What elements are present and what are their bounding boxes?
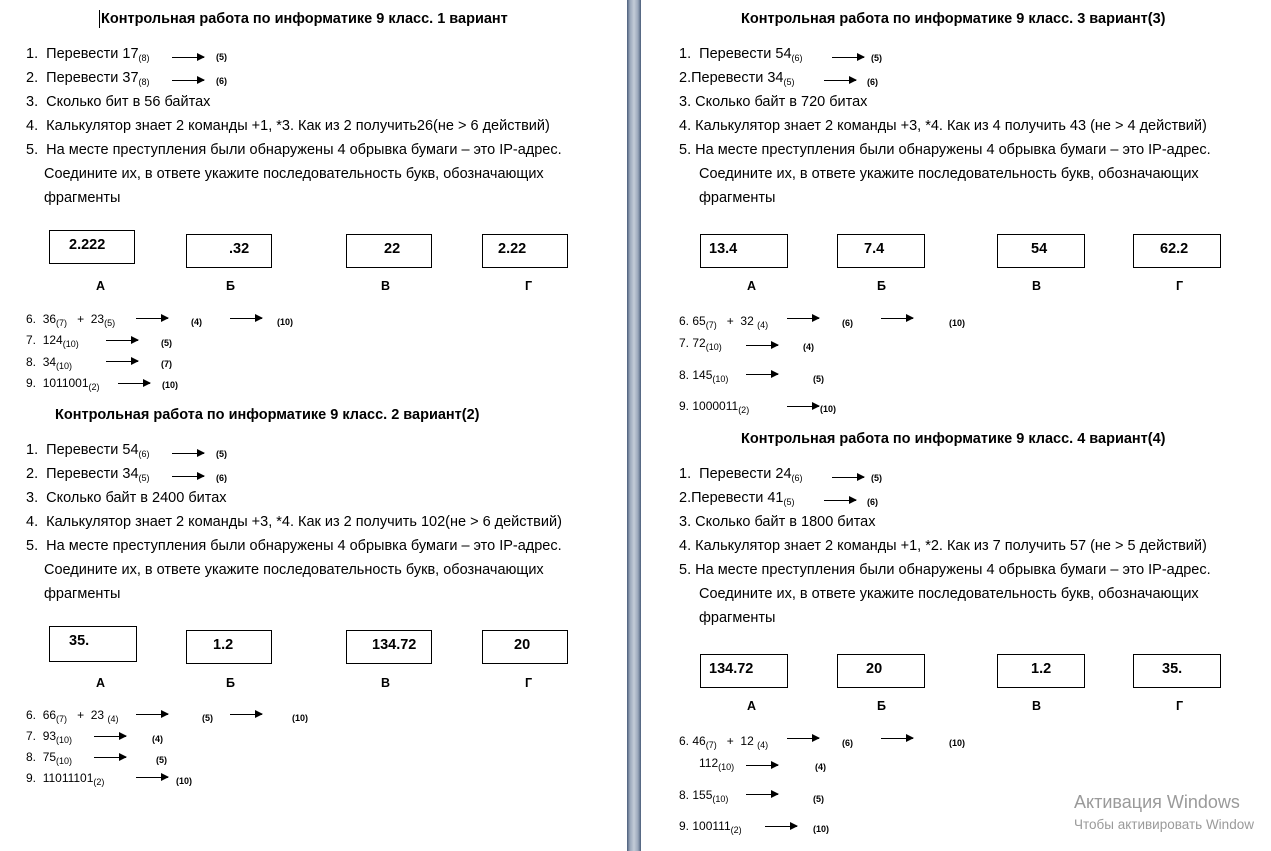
v1-box-g: 2.22 <box>482 234 568 268</box>
v4-letter-v: В <box>1032 699 1042 713</box>
v2-box-a: 35. <box>49 626 137 662</box>
v4-q1: 1. Перевести $24_{(6)}$ <box>679 466 803 483</box>
v1-q4: 4. Калькулятор знает 2 команды +1, *3. Как из 2 получить26(не > 6 действий) <box>26 118 550 134</box>
v1-q7-t: (5) <box>161 338 172 348</box>
v2-q9: 9. $11011101_{(2)}$ <box>26 771 105 787</box>
v4-q8-t: (5) <box>813 794 824 804</box>
v2-q8: 8. $75_{(10)}$ <box>26 750 73 766</box>
v1-q1: 1. Перевести $17_{(8)}$ <box>26 46 150 63</box>
v1-letter-g: Г <box>525 279 533 293</box>
v2-q8-t: (5) <box>156 755 167 765</box>
v4-q9-t: (10) <box>813 824 830 834</box>
v3-q7-arrow <box>746 345 778 346</box>
v2-q6-arrow1 <box>136 714 168 715</box>
v2-q8-arrow <box>94 757 126 758</box>
v3-q9: 9. $1000011_{(2)}$ <box>679 399 750 415</box>
v3-q6-t2: (10) <box>949 318 966 328</box>
v1-q2-target: (6) <box>216 76 227 86</box>
v2-q7-t: (4) <box>152 734 163 744</box>
v2-box-g: 20 <box>482 630 568 664</box>
v4-q9: 9. $100111_{(2)}$ <box>679 819 742 835</box>
v3-q4: 4. Калькулятор знает 2 команды +3, *4. Как из 4 получить 43 (не > 4 действий) <box>679 118 1207 134</box>
v3-q6-arrow1 <box>787 318 819 319</box>
v1-q2: 2. Перевести $37_{(8)}$ <box>26 70 150 87</box>
v3-box-b: 7.4 <box>837 234 925 268</box>
v1-box-b: .32 <box>186 234 272 268</box>
v2-q6-arrow2 <box>230 714 262 715</box>
v3-q1-arrow <box>832 57 864 58</box>
v1-box-a: 2.222 <box>49 230 135 264</box>
v3-q8-arrow <box>746 374 778 375</box>
v2-q1: 1. Перевести $54_{(6)}$ <box>26 442 150 459</box>
v4-q5-line3: фрагменты <box>699 610 776 626</box>
v2-q1-arrow <box>172 453 204 454</box>
v3-q6-arrow2 <box>881 318 913 319</box>
v4-q5-line2: Соедините их, в ответе укажите последовательность букв, обозначающих <box>699 586 1199 602</box>
v2-letter-a: А <box>96 676 106 690</box>
v3-q2: 2.Перевести $34_{(5)}$ <box>679 70 795 87</box>
v3-box-g: 62.2 <box>1133 234 1221 268</box>
v3-q5-line2: Соедините их, в ответе укажите последовательность букв, обозначающих <box>699 166 1199 182</box>
v4-letter-b: Б <box>877 699 886 713</box>
v2-q2-target: (6) <box>216 473 227 483</box>
v1-q8: 8. $34_{(10)}$ <box>26 355 73 371</box>
v2-q2: 2. Перевести $34_{(5)}$ <box>26 466 150 483</box>
v4-box-a: 134.72 <box>700 654 788 688</box>
v1-q2-arrow <box>172 80 204 81</box>
v1-q3: 3. Сколько бит в 56 байтах <box>26 94 211 110</box>
v1-q8-t: (7) <box>161 359 172 369</box>
v4-q7: $112_{(10)}$ <box>699 756 735 772</box>
v3-q2-target: (6) <box>867 77 878 87</box>
v3-q7: 7. $72_{(10)}$ <box>679 336 722 352</box>
v2-letter-g: Г <box>525 676 533 690</box>
v4-q6-t1: (6) <box>842 738 853 748</box>
v4-q7-arrow <box>746 765 778 766</box>
v3-q9-t: (10) <box>820 404 837 414</box>
v3-q5-line3: фрагменты <box>699 190 776 206</box>
v4-letter-g: Г <box>1176 699 1184 713</box>
variant2-title: Контрольная работа по информатике 9 класс. 2 вариант(2) <box>55 407 480 423</box>
v2-q7-arrow <box>94 736 126 737</box>
text-cursor <box>99 10 100 28</box>
v2-q4: 4. Калькулятор знает 2 команды +3, *4. Как из 2 получить 102(не > 6 действий) <box>26 514 562 530</box>
v4-box-v: 1.2 <box>997 654 1085 688</box>
v2-q6: 6. $66_{(7)}$ + 23 $_{(4)}$ <box>26 708 119 724</box>
v1-box-v: 22 <box>346 234 432 268</box>
v1-q9: 9. $1011001_{(2)}$ <box>26 376 100 392</box>
v4-q6-arrow2 <box>881 738 913 739</box>
v2-q2-arrow <box>172 476 204 477</box>
v3-box-v: 54 <box>997 234 1085 268</box>
v4-box-g: 35. <box>1133 654 1221 688</box>
v4-q1-arrow <box>832 477 864 478</box>
v3-q1-target: (5) <box>871 53 882 63</box>
v2-q6-t1: (5) <box>202 713 213 723</box>
v1-q5-line3: фрагменты <box>44 190 121 206</box>
activation-watermark-subtitle: Чтобы активировать Window <box>1074 817 1254 832</box>
v3-q7-t: (4) <box>803 342 814 352</box>
v4-q4: 4. Калькулятор знает 2 команды +1, *2. Как из 7 получить 57 (не > 5 действий) <box>679 538 1207 554</box>
v3-q8-t: (5) <box>813 374 824 384</box>
page-right <box>641 0 1271 851</box>
v1-q9-arrow <box>118 383 150 384</box>
v1-q1-target: (5) <box>216 52 227 62</box>
v3-q3: 3. Сколько байт в 720 битах <box>679 94 868 110</box>
v3-box-a: 13.4 <box>700 234 788 268</box>
v1-q9-t: (10) <box>162 380 179 390</box>
v3-q9-arrow <box>787 406 819 407</box>
v1-q5-line2: Соедините их, в ответе укажите последовательность букв, обозначающих <box>44 166 544 182</box>
v4-q1-target: (5) <box>871 473 882 483</box>
page-left <box>0 0 627 851</box>
v4-q6-t2: (10) <box>949 738 966 748</box>
v4-q6: 6. $46_{(7)}$ + 12 $_{(4)}$ <box>679 734 769 750</box>
v3-letter-a: А <box>747 279 757 293</box>
v3-q2-arrow <box>824 80 856 81</box>
v1-q6-t1: (4) <box>191 317 202 327</box>
v3-letter-g: Г <box>1176 279 1184 293</box>
v2-q1-target: (5) <box>216 449 227 459</box>
v4-q3: 3. Сколько байт в 1800 битах <box>679 514 876 530</box>
v3-q6-t1: (6) <box>842 318 853 328</box>
v4-q2: 2.Перевести $41_{(5)}$ <box>679 490 795 507</box>
v4-q8: 8. $155_{(10)}$ <box>679 788 729 804</box>
v1-q5-line1: 5. На месте преступления были обнаружены 4 обрывка бумаги – это IP-адрес. <box>26 142 562 158</box>
v1-letter-b: Б <box>226 279 235 293</box>
v2-q7: 7. $93_{(10)}$ <box>26 729 73 745</box>
variant1-title: Контрольная работа по информатике 9 класс. 1 вариант <box>101 11 508 27</box>
v4-q9-arrow <box>765 826 797 827</box>
v1-q6-t2: (10) <box>277 317 294 327</box>
v1-q1-arrow <box>172 57 204 58</box>
v4-q6-arrow1 <box>787 738 819 739</box>
v4-q7-t: (4) <box>815 762 826 772</box>
v2-box-b: 1.2 <box>186 630 272 664</box>
v1-q6-arrow2 <box>230 318 262 319</box>
v2-letter-v: В <box>381 676 391 690</box>
v3-q1: 1. Перевести $54_{(6)}$ <box>679 46 803 63</box>
variant4-title: Контрольная работа по информатике 9 класс. 4 вариант(4) <box>741 431 1166 447</box>
v4-q8-arrow <box>746 794 778 795</box>
v2-q3: 3. Сколько байт в 2400 битах <box>26 490 227 506</box>
page-divider <box>627 0 641 851</box>
activation-watermark-title: Активация Windows <box>1074 792 1240 812</box>
v2-q9-t: (10) <box>176 776 193 786</box>
v4-box-b: 20 <box>837 654 925 688</box>
v1-q7: 7. $124_{(10)}$ <box>26 333 79 349</box>
v1-q7-arrow <box>106 340 138 341</box>
v3-letter-v: В <box>1032 279 1042 293</box>
v2-q9-arrow <box>136 777 168 778</box>
v2-q5-line1: 5. На месте преступления были обнаружены 4 обрывка бумаги – это IP-адрес. <box>26 538 562 554</box>
v3-q6: 6. $65_{(7)}$ + 32 $_{(4)}$ <box>679 314 769 330</box>
v4-q2-arrow <box>824 500 856 501</box>
v1-q6-arrow1 <box>136 318 168 319</box>
v4-letter-a: А <box>747 699 757 713</box>
v4-q5-line1: 5. На месте преступления были обнаружены 4 обрывка бумаги – это IP-адрес. <box>679 562 1211 578</box>
v3-letter-b: Б <box>877 279 886 293</box>
v2-box-v: 134.72 <box>346 630 432 664</box>
v3-q8: 8. $145_{(10)}$ <box>679 368 729 384</box>
v1-q8-arrow <box>106 361 138 362</box>
v1-letter-v: В <box>381 279 391 293</box>
v3-q5-line1: 5. На месте преступления были обнаружены 4 обрывка бумаги – это IP-адрес. <box>679 142 1211 158</box>
v2-letter-b: Б <box>226 676 235 690</box>
v2-q5-line3: фрагменты <box>44 586 121 602</box>
variant3-title: Контрольная работа по информатике 9 класс. 3 вариант(3) <box>741 11 1166 27</box>
v2-q5-line2: Соедините их, в ответе укажите последовательность букв, обозначающих <box>44 562 544 578</box>
v4-q2-target: (6) <box>867 497 878 507</box>
v1-letter-a: А <box>96 279 106 293</box>
v2-q6-t2: (10) <box>292 713 309 723</box>
v1-q6: 6. $36_{(7)}$ + $23_{(5)}$ <box>26 312 116 328</box>
